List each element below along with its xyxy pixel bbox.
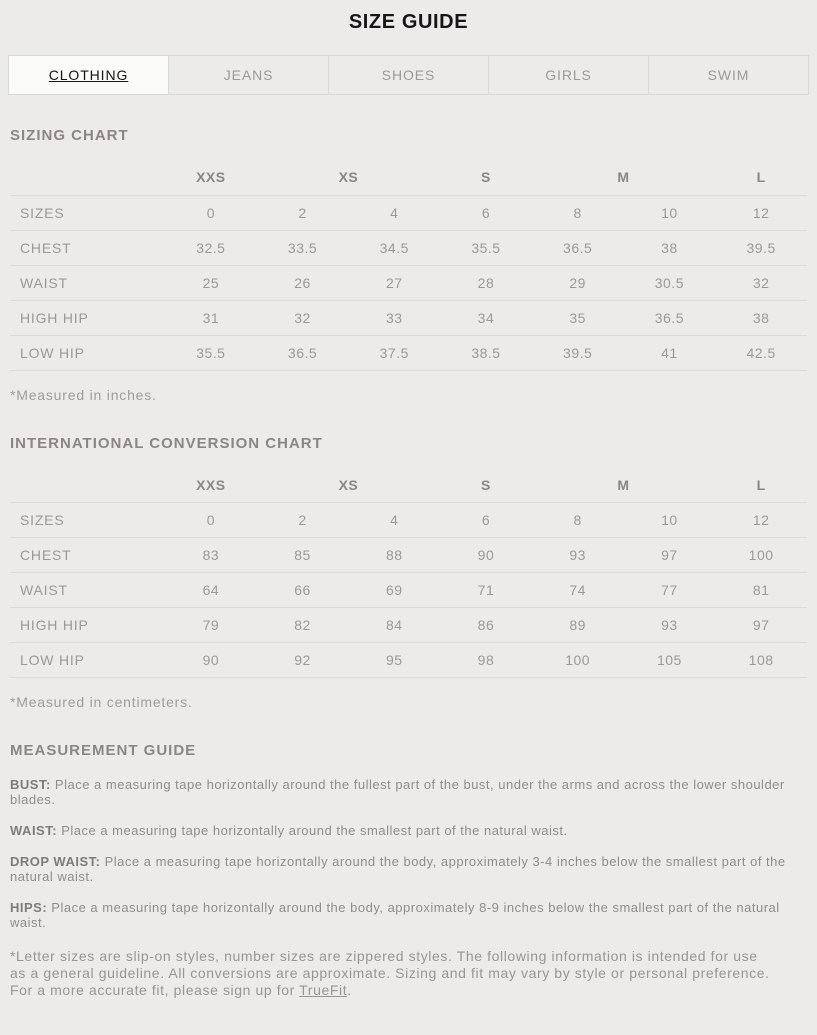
- size-letter-header-row: [10, 160, 807, 195]
- footnote-text: *Letter sizes are slip-on styles, number sizes are zippered styles. The following information is intended for use as a general guideline. All conversions are approximate. Sizing and fit may vary by style or personal preference. For a more accurate fit, please sign up for: [10, 948, 770, 998]
- conversion-chart-table: [10, 468, 807, 679]
- measurement-value: 6: [440, 195, 532, 230]
- measurement-value: 83: [165, 538, 257, 573]
- measurement-row: [10, 300, 807, 335]
- row-label: SIZES: [10, 195, 165, 230]
- row-label: WAIST: [10, 265, 165, 300]
- measurement-guide-heading: MEASUREMENT GUIDE: [10, 742, 197, 759]
- measurement-row: [10, 265, 807, 300]
- guide-text-hips: Place a measuring tape horizontally around the body, approximately 8-9 inches below the smallest part of the natural waist.: [10, 900, 780, 930]
- measurement-value: 32.5: [165, 230, 257, 265]
- guide-text-waist: Place a measuring tape horizontally around the smallest part of the natural waist.: [61, 823, 568, 838]
- measurement-value: 85: [257, 538, 349, 573]
- tab-shoes-label: SHOES: [381, 67, 436, 83]
- measurement-value: 86: [440, 608, 532, 643]
- sizing-chart-table: [10, 160, 807, 371]
- measurement-value: 69: [348, 573, 440, 608]
- measurement-value: 12: [715, 503, 807, 538]
- corner-cell: [10, 160, 165, 195]
- conversion-chart-heading: INTERNATIONAL CONVERSION CHART: [10, 434, 323, 452]
- measurement-value: 88: [348, 538, 440, 573]
- size-letter-header: XXS: [165, 160, 257, 195]
- conversion-chart-note: *Measured in centimeters.: [10, 694, 193, 710]
- measurement-value: 26: [257, 265, 349, 300]
- measurement-value: 100: [715, 538, 807, 573]
- measurement-value: 33.5: [257, 230, 349, 265]
- corner-cell: [10, 468, 165, 503]
- measurement-value: 36.5: [532, 230, 624, 265]
- size-letter-header-row: [10, 468, 807, 503]
- size-letter-header: M: [532, 468, 715, 503]
- measurement-value: 84: [348, 608, 440, 643]
- measurement-value: 2: [257, 503, 349, 538]
- measurement-value: 98: [440, 643, 532, 678]
- measurement-value: 82: [257, 608, 349, 643]
- size-letter-header: XS: [257, 468, 440, 503]
- size-letter-header: L: [715, 160, 807, 195]
- tab-shoes[interactable]: [328, 56, 488, 94]
- measurement-value: 38.5: [440, 335, 532, 370]
- guide-item-waist: [10, 823, 807, 838]
- guide-term-hips: HIPS:: [10, 900, 48, 915]
- measurement-value: 34: [440, 300, 532, 335]
- measurement-value: 28: [440, 265, 532, 300]
- row-label: HIGH HIP: [10, 300, 165, 335]
- measurement-value: 27: [348, 265, 440, 300]
- measurement-row: [10, 608, 807, 643]
- measurement-value: 12: [715, 195, 807, 230]
- measurement-value: 6: [440, 503, 532, 538]
- guide-text-bust: Place a measuring tape horizontally around the fullest part of the bust, under the arms and across the lower shoulder blades.: [10, 777, 785, 807]
- measurement-value: 100: [532, 643, 624, 678]
- row-label: CHEST: [10, 538, 165, 573]
- measurement-value: 77: [624, 573, 716, 608]
- measurement-value: 10: [624, 503, 716, 538]
- row-label: LOW HIP: [10, 335, 165, 370]
- tab-clothing[interactable]: [9, 56, 168, 94]
- footnote: [10, 948, 772, 999]
- guide-item-drop-waist: [10, 854, 807, 884]
- measurement-value: 39.5: [532, 335, 624, 370]
- measurement-value: 81: [715, 573, 807, 608]
- measurement-value: 89: [532, 608, 624, 643]
- measurement-value: 39.5: [715, 230, 807, 265]
- size-letter-header: S: [440, 160, 532, 195]
- measurement-value: 38: [715, 300, 807, 335]
- measurement-value: 93: [624, 608, 716, 643]
- measurement-row: [10, 573, 807, 608]
- measurement-value: 108: [715, 643, 807, 678]
- measurement-value: 74: [532, 573, 624, 608]
- footnote-period: .: [347, 982, 352, 998]
- measurement-value: 64: [165, 573, 257, 608]
- guide-item-bust: [10, 777, 807, 807]
- measurement-value: 29: [532, 265, 624, 300]
- measurement-value: 35.5: [165, 335, 257, 370]
- measurement-value: 66: [257, 573, 349, 608]
- measurement-value: 0: [165, 503, 257, 538]
- measurement-value: 38: [624, 230, 716, 265]
- size-letter-header: XXS: [165, 468, 257, 503]
- measurement-value: 92: [257, 643, 349, 678]
- measurement-value: 31: [165, 300, 257, 335]
- measurement-value: 25: [165, 265, 257, 300]
- measurement-value: 97: [715, 608, 807, 643]
- tab-bar: [8, 55, 809, 95]
- measurement-value: 97: [624, 538, 716, 573]
- size-letter-header: M: [532, 160, 715, 195]
- measurement-value: 105: [624, 643, 716, 678]
- measurement-value: 32: [715, 265, 807, 300]
- tab-girls[interactable]: [488, 56, 648, 94]
- measurement-value: 41: [624, 335, 716, 370]
- measurement-value: 34.5: [348, 230, 440, 265]
- guide-term-bust: BUST:: [10, 777, 51, 792]
- measurement-value: 90: [165, 643, 257, 678]
- tab-girls-label: GIRLS: [545, 67, 592, 83]
- measurement-value: 32: [257, 300, 349, 335]
- guide-item-hips: [10, 900, 807, 930]
- measurement-value: 36.5: [624, 300, 716, 335]
- measurement-row: [10, 643, 807, 678]
- measurement-value: 10: [624, 195, 716, 230]
- row-label: HIGH HIP: [10, 608, 165, 643]
- measurement-row: [10, 335, 807, 370]
- measurement-value: 4: [348, 503, 440, 538]
- measurement-row: [10, 538, 807, 573]
- tab-clothing-label: CLOTHING: [48, 67, 129, 83]
- measurement-row: [10, 230, 807, 265]
- measurement-value: 42.5: [715, 335, 807, 370]
- guide-term-waist: WAIST:: [10, 823, 58, 838]
- measurement-value: 8: [532, 195, 624, 230]
- measurement-value: 79: [165, 608, 257, 643]
- size-letter-header: L: [715, 468, 807, 503]
- tab-jeans[interactable]: [168, 56, 328, 94]
- measurement-value: 8: [532, 503, 624, 538]
- measurement-row: [10, 503, 807, 538]
- measurement-value: 35: [532, 300, 624, 335]
- guide-term-drop-waist: DROP WAIST:: [10, 854, 101, 869]
- tab-swim-label: SWIM: [707, 67, 750, 83]
- truefit-link[interactable]: TrueFit: [299, 982, 348, 998]
- measurement-value: 90: [440, 538, 532, 573]
- measurement-value: 2: [257, 195, 349, 230]
- tab-jeans-label: JEANS: [223, 67, 274, 83]
- measurement-row: [10, 195, 807, 230]
- measurement-value: 4: [348, 195, 440, 230]
- tab-swim[interactable]: [648, 56, 808, 94]
- row-label: CHEST: [10, 230, 165, 265]
- measurement-value: 36.5: [257, 335, 349, 370]
- row-label: LOW HIP: [10, 643, 165, 678]
- measurement-value: 33: [348, 300, 440, 335]
- measurement-value: 71: [440, 573, 532, 608]
- measurement-value: 95: [348, 643, 440, 678]
- row-label: SIZES: [10, 503, 165, 538]
- page-title: SIZE GUIDE: [348, 11, 469, 33]
- measurement-value: 30.5: [624, 265, 716, 300]
- size-letter-header: XS: [257, 160, 440, 195]
- measurement-value: 35.5: [440, 230, 532, 265]
- measurement-value: 37.5: [348, 335, 440, 370]
- sizing-chart-heading: SIZING CHART: [10, 127, 129, 144]
- size-letter-header: S: [440, 468, 532, 503]
- measurement-value: 93: [532, 538, 624, 573]
- guide-text-drop-waist: Place a measuring tape horizontally around the body, approximately 3-4 inches below the smallest part of the natural waist.: [10, 854, 786, 884]
- row-label: WAIST: [10, 573, 165, 608]
- content-area: [0, 127, 817, 999]
- measurement-value: 0: [165, 195, 257, 230]
- sizing-chart-note: *Measured in inches.: [10, 386, 157, 403]
